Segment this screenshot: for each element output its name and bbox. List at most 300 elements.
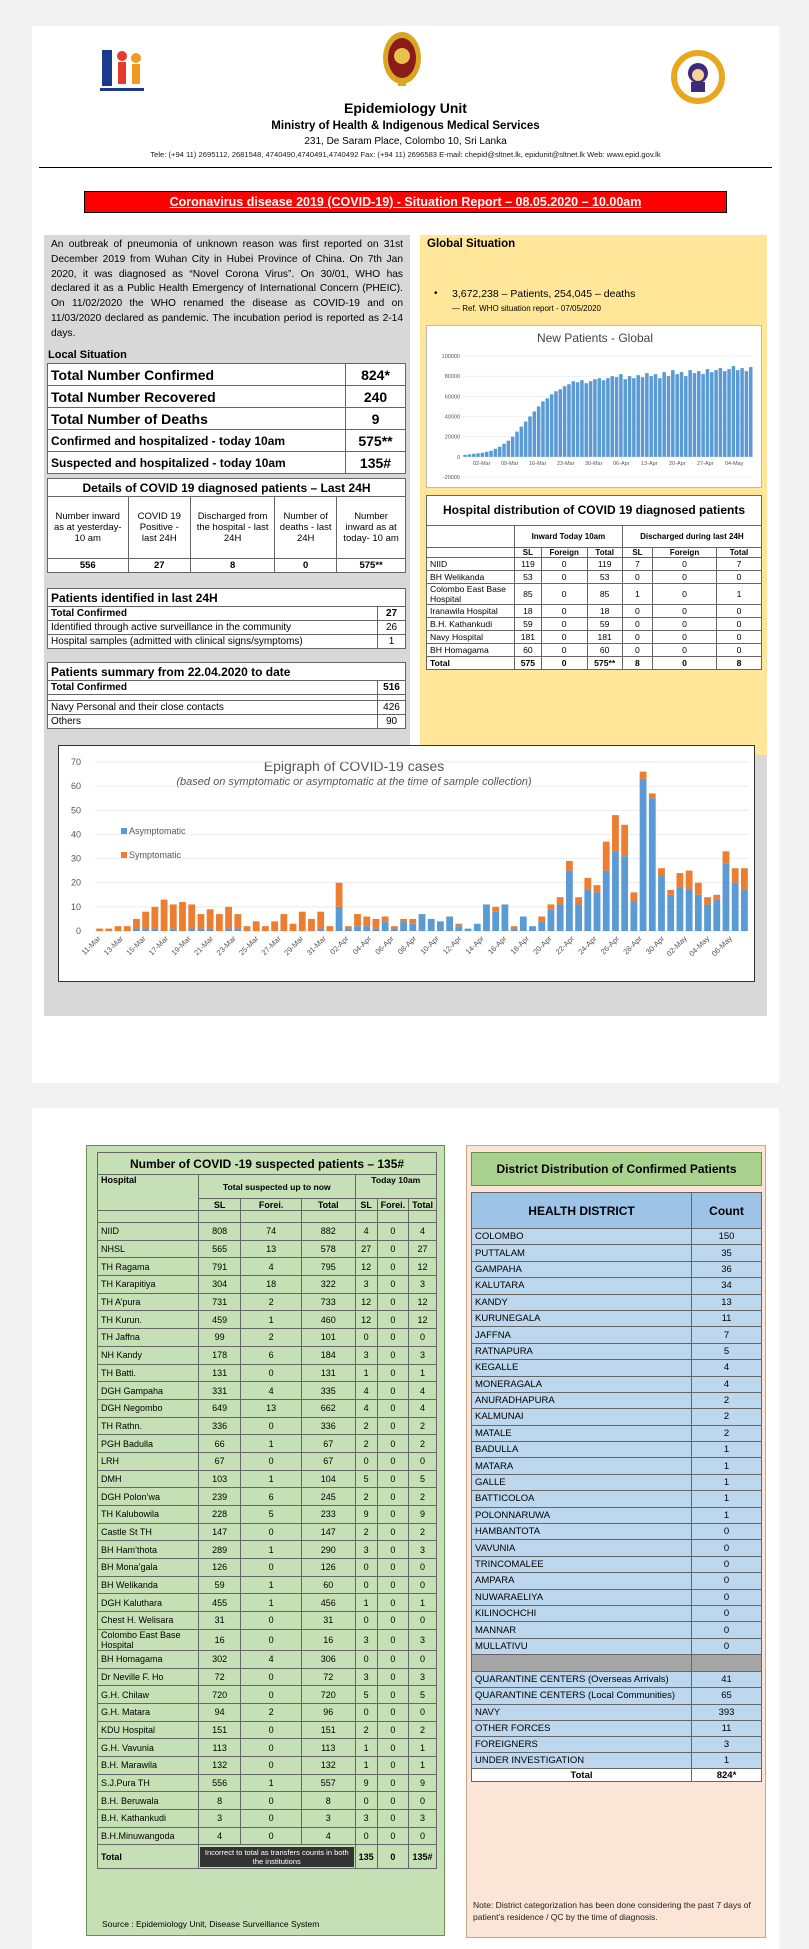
- bar: [602, 380, 606, 457]
- hospital-count: 0: [622, 631, 652, 644]
- district-name: KURUNEGALA: [472, 1310, 692, 1326]
- bar: [628, 376, 632, 457]
- hospital-name: TH Jaffna: [98, 1329, 199, 1347]
- suspected-count: 0: [355, 1559, 377, 1577]
- y-tick-label: 60: [70, 781, 81, 792]
- suspected-count: 178: [199, 1346, 241, 1364]
- local-value: 824*: [346, 364, 406, 386]
- district-row: [472, 1491, 762, 1507]
- hospital-name: BH Welikanda: [98, 1576, 199, 1594]
- symptomatic-bar: [271, 921, 278, 931]
- symptomatic-bar: [170, 904, 177, 928]
- suspected-count: 3: [355, 1810, 377, 1828]
- symptomatic-bar: [326, 926, 333, 931]
- district-name: NUWARAELIYA: [472, 1589, 692, 1605]
- hospital-count: 0: [541, 558, 587, 571]
- bar: [723, 371, 727, 457]
- suspected-count: 228: [199, 1506, 241, 1524]
- hospital-count: 8: [622, 657, 652, 670]
- district-name: MATARA: [472, 1458, 692, 1474]
- symptomatic-bar: [133, 919, 140, 929]
- identified-value: 26: [378, 621, 406, 635]
- district-row: [472, 1605, 762, 1621]
- suspected-count: 4: [409, 1223, 437, 1241]
- y-tick-label: 30: [70, 853, 81, 864]
- asymptomatic-bar: [465, 929, 472, 931]
- suspected-row: [98, 1756, 437, 1774]
- hospital-row: [427, 657, 762, 670]
- hospital-name: B.H. Kathankudi: [427, 618, 515, 631]
- details-24h-table: [47, 478, 406, 573]
- suspected-count: 0: [241, 1810, 302, 1828]
- hospital-count: 0: [653, 657, 717, 670]
- local-label: Total Number Confirmed: [48, 364, 346, 386]
- suspected-count: 3: [409, 1629, 437, 1650]
- y-tick-label: 0: [75, 926, 81, 936]
- suspected-count: 0: [241, 1629, 302, 1650]
- district-row: [472, 1507, 762, 1523]
- district-name: ANURADHAPURA: [472, 1392, 692, 1408]
- sub-header: Forei.: [377, 1199, 409, 1211]
- district-name: MANNAR: [472, 1622, 692, 1638]
- x-tick-label: 02-Apr: [328, 934, 351, 957]
- suspected-count: 0: [377, 1223, 409, 1241]
- asymptomatic-bar: [640, 779, 647, 931]
- x-tick-label: 22-Apr: [553, 934, 577, 957]
- symptomatic-bar: [640, 772, 647, 779]
- suspected-count: 1: [355, 1594, 377, 1612]
- suspected-count: 3: [409, 1346, 437, 1364]
- symptomatic-bar: [658, 868, 665, 875]
- hospital-row: [427, 631, 762, 644]
- suspected-row: [98, 1686, 437, 1704]
- x-tick-label: 25-Mar: [237, 934, 261, 958]
- district-count: 41: [692, 1672, 762, 1688]
- bar: [610, 376, 614, 457]
- hospital-count: 0: [653, 558, 717, 571]
- x-tick-label: 16-Apr: [486, 934, 509, 957]
- hospital-name: DGH Kaluthara: [98, 1594, 199, 1612]
- district-row: [472, 1294, 762, 1310]
- district-count: 3: [692, 1736, 762, 1752]
- hospital-dist-title: Hospital distribution of COVID 19 diagnosed patients: [427, 496, 762, 526]
- district-total-label: Total: [472, 1769, 692, 1782]
- hospital-count: 8: [717, 657, 762, 670]
- y-tick-label: 20: [70, 877, 81, 888]
- details-value: 575**: [337, 559, 406, 573]
- suspected-row: [98, 1523, 437, 1541]
- org-name: Epidemiology Unit: [344, 100, 467, 116]
- bar: [593, 379, 597, 457]
- suspected-count: 0: [355, 1792, 377, 1810]
- suspected-count: 9: [355, 1774, 377, 1792]
- suspected-row: [98, 1417, 437, 1435]
- symptomatic-bar: [455, 924, 462, 926]
- suspected-count: 9: [409, 1506, 437, 1524]
- suspected-row: [98, 1258, 437, 1276]
- asymptomatic-bar: [511, 929, 518, 931]
- district-row: [472, 1409, 762, 1425]
- hospital-count: 1: [622, 584, 652, 605]
- hospital-name: G.H. Chilaw: [98, 1686, 199, 1704]
- suspected-count: 0: [355, 1452, 377, 1470]
- district-count: 7: [692, 1327, 762, 1343]
- asymptomatic-bar: [575, 904, 582, 931]
- bar: [580, 380, 584, 457]
- hospital-count: 0: [541, 657, 587, 670]
- suspected-count: 1: [241, 1470, 302, 1488]
- suspected-count: 2: [409, 1523, 437, 1541]
- district-name: KEGALLE: [472, 1360, 692, 1376]
- district-count: 36: [692, 1261, 762, 1277]
- suspected-count: 1: [409, 1756, 437, 1774]
- district-row: [472, 1524, 762, 1540]
- global-chart-title: New Patients - Global: [536, 331, 654, 345]
- hospital-row: [427, 644, 762, 657]
- suspected-count: 1: [241, 1541, 302, 1559]
- suspected-count: 459: [199, 1311, 241, 1329]
- bar: [619, 374, 623, 457]
- suspected-total: 0: [377, 1845, 409, 1869]
- bar: [658, 378, 662, 457]
- symptomatic-bar: [244, 926, 251, 931]
- suspected-count: 2: [355, 1523, 377, 1541]
- suspected-count: 5: [409, 1470, 437, 1488]
- suspected-count: 336: [301, 1417, 355, 1435]
- suspected-count: 31: [301, 1612, 355, 1630]
- epigraph-chart-frame: [58, 745, 755, 982]
- bar: [636, 375, 640, 457]
- hospital-name: DGH Negombo: [98, 1399, 199, 1417]
- suspected-count: 0: [377, 1792, 409, 1810]
- hospital-name: BH Welikanda: [427, 571, 515, 584]
- address: 231, De Saram Place, Colombo 10, Sri Lanka: [304, 136, 507, 147]
- suspected-row: [98, 1435, 437, 1453]
- suspected-count: 3: [301, 1810, 355, 1828]
- x-tick-label: 02-May: [664, 934, 689, 959]
- asymptomatic-bar: [336, 907, 343, 931]
- source-note: Source : Epidemiology Unit, Disease Surveillance System: [102, 1919, 320, 1929]
- bar: [515, 432, 519, 457]
- suspected-count: 8: [199, 1792, 241, 1810]
- suspected-count: 94: [199, 1703, 241, 1721]
- suspected-row: [98, 1240, 437, 1258]
- asymptomatic-bar: [354, 926, 361, 931]
- symptomatic-bar: [262, 926, 269, 931]
- district-name: MATALE: [472, 1425, 692, 1441]
- hospital-count: 53: [515, 571, 542, 584]
- symptomatic-bar: [713, 895, 720, 900]
- summary-table: [47, 662, 406, 729]
- suspected-count: 565: [199, 1240, 241, 1258]
- suspected-count: 131: [199, 1364, 241, 1382]
- district-count: 0: [692, 1622, 762, 1638]
- district-extra-row: [472, 1736, 762, 1752]
- identified-label: Hospital samples (admitted with clinical signs/symptoms): [48, 635, 378, 649]
- suspected-row: [98, 1668, 437, 1686]
- local-row: [48, 364, 406, 386]
- bar: [533, 411, 537, 456]
- hospital-count: 0: [653, 571, 717, 584]
- symptomatic-bar: [575, 897, 582, 904]
- suspected-count: 3: [409, 1276, 437, 1294]
- hospital-name: NIID: [427, 558, 515, 571]
- suspected-count: 16: [301, 1629, 355, 1650]
- x-tick-label: 15-Mar: [124, 934, 148, 958]
- hospital-count: 18: [515, 605, 542, 618]
- district-row: [472, 1573, 762, 1589]
- hospital-name: Iranawila Hospital: [427, 605, 515, 618]
- suspected-count: 0: [377, 1417, 409, 1435]
- hospital-name: TH Karapitiya: [98, 1276, 199, 1294]
- suspected-count: 0: [409, 1329, 437, 1347]
- district-count: 35: [692, 1245, 762, 1261]
- legend-label: Asymptomatic: [129, 826, 186, 836]
- suspected-total: 135: [355, 1845, 377, 1869]
- district-name: MULLATIVU: [472, 1638, 692, 1654]
- hospital-name: NHSL: [98, 1240, 199, 1258]
- suspected-row: [98, 1629, 437, 1650]
- suspected-count: 0: [377, 1594, 409, 1612]
- suspected-count: 16: [199, 1629, 241, 1650]
- hospital-count: 0: [541, 644, 587, 657]
- suspected-count: 0: [377, 1276, 409, 1294]
- suspected-count: 0: [377, 1576, 409, 1594]
- sub-header: Total: [409, 1199, 437, 1211]
- suspected-row: [98, 1470, 437, 1488]
- suspected-count: 132: [199, 1756, 241, 1774]
- identified-value: 1: [378, 635, 406, 649]
- hospital-count: 0: [653, 618, 717, 631]
- x-tick-label: 04-May: [687, 934, 712, 959]
- district-count: 13: [692, 1294, 762, 1310]
- asymptomatic-bar: [225, 929, 232, 931]
- suspected-title: Number of COVID -19 suspected patients – 135#: [98, 1153, 437, 1175]
- suspected-count: 67: [301, 1435, 355, 1453]
- suspected-count: 0: [241, 1559, 302, 1577]
- district-name: BATTICOLOA: [472, 1491, 692, 1507]
- symptomatic-bar: [603, 842, 610, 871]
- symptomatic-bar: [649, 793, 656, 798]
- hospital-name: TH Kalubowila: [98, 1506, 199, 1524]
- suspected-count: 0: [377, 1629, 409, 1650]
- x-tick-label: 20-Apr: [669, 460, 686, 467]
- suspected-count: 795: [301, 1258, 355, 1276]
- hospital-count: 0: [622, 618, 652, 631]
- suspected-count: 0: [377, 1329, 409, 1347]
- district-name: RATNAPURA: [472, 1343, 692, 1359]
- symptomatic-bar: [290, 924, 297, 931]
- suspected-count: 6: [241, 1346, 302, 1364]
- district-name: MONERAGALA: [472, 1376, 692, 1392]
- suspected-row: [98, 1346, 437, 1364]
- x-tick-label: 06-May: [709, 934, 734, 959]
- hospital-name: G.H. Matara: [98, 1703, 199, 1721]
- suspected-count: 6: [241, 1488, 302, 1506]
- report-page-2: [32, 1108, 779, 1949]
- suspected-row: [98, 1506, 437, 1524]
- suspected-count: 113: [199, 1739, 241, 1757]
- suspected-count: 0: [409, 1827, 437, 1845]
- hospital-name: PGH Badulla: [98, 1435, 199, 1453]
- hospital-name: B.H. Marawila: [98, 1756, 199, 1774]
- suspected-count: 0: [377, 1399, 409, 1417]
- x-tick-label: 16-Mar: [529, 460, 547, 467]
- suspected-count: 131: [301, 1364, 355, 1382]
- details-title: Details of COVID 19 diagnosed patients – Last 24H: [48, 479, 406, 497]
- suspected-count: 0: [355, 1329, 377, 1347]
- suspected-count: 0: [241, 1452, 302, 1470]
- bar: [468, 454, 472, 457]
- suspected-row: [98, 1810, 437, 1828]
- suspected-row: [98, 1594, 437, 1612]
- district-name: COLOMBO: [472, 1229, 692, 1245]
- x-tick-label: 09-Mar: [501, 460, 519, 467]
- asymptomatic-bar: [492, 912, 499, 931]
- suspected-count: 0: [377, 1559, 409, 1577]
- col-hospital: Hospital: [98, 1175, 199, 1211]
- district-row: [472, 1229, 762, 1245]
- suspected-count: 460: [301, 1311, 355, 1329]
- district-name: POLONNARUWA: [472, 1507, 692, 1523]
- hospital-count: 18: [587, 605, 622, 618]
- hospital-name: KDU Hospital: [98, 1721, 199, 1739]
- intro-text: An outbreak of pneumonia of unknown reason was first reported on 31st December 2019 from Wuhan City in Hubei Province of China. On 7th Jan 2020, it was diagnosed as “Novel Corona Virus”. On 30/01, WHO has declared it as a Public Health Emergency of International Concern (PHEIC). On 11/02/2020 the WHO renamed the disease as COVID-19 and on 11/03/2020 declared as pandemic. The incubation period is reported as 2-14 days.: [51, 239, 403, 339]
- hospital-name: TH Batti.: [98, 1364, 199, 1382]
- district-row: [472, 1278, 762, 1294]
- local-row: [48, 386, 406, 408]
- summary-label: Navy Personal and their close contacts: [48, 701, 378, 715]
- bar: [472, 454, 476, 457]
- hospital-count: 575**: [587, 657, 622, 670]
- y-tick-label: 10: [70, 901, 81, 912]
- ministry-name: Ministry of Health & Indigenous Medical Services: [271, 120, 540, 132]
- suspected-count: 289: [199, 1541, 241, 1559]
- suspected-count: 9: [409, 1774, 437, 1792]
- hospital-name: S.J.Pura TH: [98, 1774, 199, 1792]
- hospital-count: 85: [515, 584, 542, 605]
- asymptomatic-bar: [170, 929, 177, 931]
- symptomatic-bar: [630, 892, 637, 902]
- bar: [550, 394, 554, 457]
- hospital-count: 0: [622, 571, 652, 584]
- hospital-name: Navy Hospital: [427, 631, 515, 644]
- symptomatic-bar: [594, 885, 601, 892]
- bar: [667, 376, 671, 457]
- suspected-row: [98, 1293, 437, 1311]
- hospital-name: Colombo East Base Hospital: [427, 584, 515, 605]
- bar: [546, 398, 550, 456]
- x-tick-label: 06-Apr: [613, 460, 630, 467]
- suspected-count: 3: [355, 1346, 377, 1364]
- suspected-count: 0: [377, 1523, 409, 1541]
- epigraph-title: Epigraph of COVID-19 cases: [263, 758, 445, 774]
- suspected-count: 0: [377, 1258, 409, 1276]
- suspected-count: 67: [199, 1452, 241, 1470]
- asymptomatic-bar: [612, 851, 619, 931]
- suspected-row: [98, 1364, 437, 1382]
- suspected-row: [98, 1382, 437, 1400]
- y-tick-label: 40: [70, 829, 81, 840]
- suspected-count: 0: [241, 1668, 302, 1686]
- bar: [732, 366, 736, 457]
- hospital-count: 0: [653, 631, 717, 644]
- suspected-count: 27: [355, 1240, 377, 1258]
- col-count: Count: [692, 1193, 762, 1229]
- suspected-count: 132: [301, 1756, 355, 1774]
- suspected-count: 2: [355, 1488, 377, 1506]
- bar: [537, 406, 541, 456]
- suspected-count: 0: [377, 1293, 409, 1311]
- global-bullet: 3,672,238 – Patients, 254,045 – deaths: [452, 288, 636, 300]
- district-name: GALLE: [472, 1474, 692, 1490]
- symptomatic-bar: [557, 897, 564, 904]
- symptomatic-bar: [667, 890, 674, 895]
- suspected-count: 1: [409, 1364, 437, 1382]
- hospital-name: BH Homagama: [98, 1650, 199, 1668]
- symptomatic-bar: [142, 912, 149, 929]
- hospital-count: 119: [515, 558, 542, 571]
- suspected-count: 74: [241, 1223, 302, 1241]
- x-tick-label: 18-Apr: [508, 934, 531, 957]
- bar: [576, 382, 580, 457]
- sub-header: SL: [515, 548, 542, 558]
- x-tick-label: 10-Apr: [418, 934, 441, 957]
- suspected-count: 96: [301, 1703, 355, 1721]
- suspected-count: 0: [377, 1488, 409, 1506]
- symptomatic-bar: [538, 917, 545, 922]
- hospital-count: 7: [717, 558, 762, 571]
- suspected-count: 1: [241, 1576, 302, 1594]
- hospital-count: 0: [653, 584, 717, 605]
- bar: [541, 401, 545, 456]
- district-extra-row: [472, 1720, 762, 1736]
- district-name: FOREIGNERS: [472, 1736, 692, 1752]
- x-tick-label: 28-Apr: [621, 934, 644, 957]
- district-count: 0: [692, 1589, 762, 1605]
- x-tick-label: 14-Apr: [463, 934, 486, 957]
- details-value: 556: [48, 559, 129, 573]
- bar: [554, 391, 558, 457]
- hospital-count: 53: [587, 571, 622, 584]
- suspected-count: 27: [409, 1240, 437, 1258]
- suspected-row: [98, 1827, 437, 1845]
- asymptomatic-bar: [686, 890, 693, 931]
- hospital-count: 0: [541, 631, 587, 644]
- bar: [671, 370, 675, 457]
- suspected-count: 147: [199, 1523, 241, 1541]
- suspected-row: [98, 1399, 437, 1417]
- district-row: [472, 1392, 762, 1408]
- suspected-count: 4: [241, 1650, 302, 1668]
- summary-title: Patients summary from 22.04.2020 to date: [48, 663, 406, 681]
- suspected-count: 4: [241, 1258, 302, 1276]
- suspected-row: [98, 1739, 437, 1757]
- hospital-count: 0: [622, 644, 652, 657]
- suspected-count: 0: [241, 1756, 302, 1774]
- district-name: TRINCOMALEE: [472, 1556, 692, 1572]
- sub-header: Total: [717, 548, 762, 558]
- district-extra-row: [472, 1704, 762, 1720]
- district-name: AMPARA: [472, 1573, 692, 1589]
- bar: [597, 378, 601, 457]
- symptomatic-bar: [115, 926, 122, 931]
- col-health-district: HEALTH DISTRICT: [472, 1193, 692, 1229]
- suspected-count: 0: [377, 1612, 409, 1630]
- district-count: 1: [692, 1442, 762, 1458]
- suspected-count: 0: [377, 1739, 409, 1757]
- suspected-count: 290: [301, 1541, 355, 1559]
